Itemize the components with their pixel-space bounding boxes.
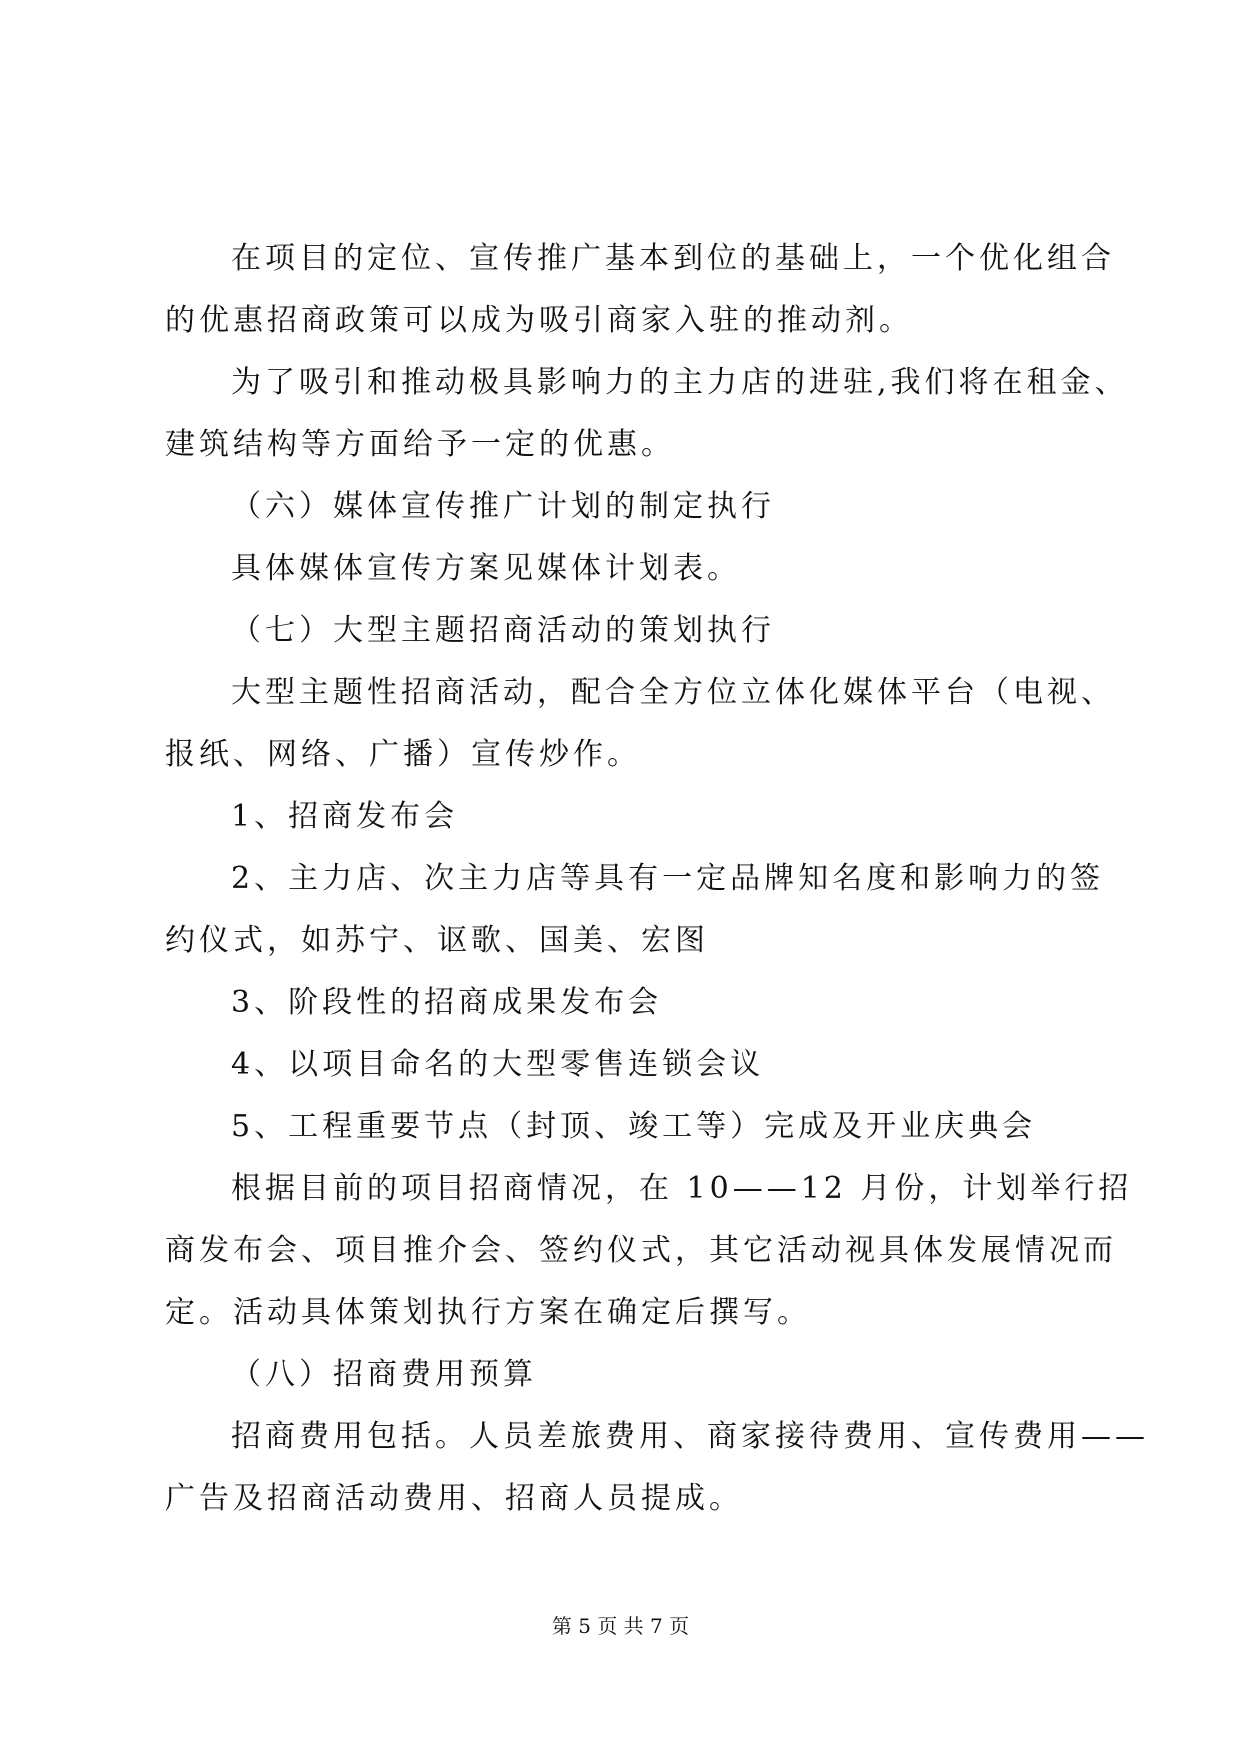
paragraph bbox=[165, 352, 1129, 476]
section-heading bbox=[165, 476, 1095, 538]
text-line: 大型主题性招商活动，配合全方位立体化媒体平台（电视、 bbox=[231, 675, 1115, 710]
section-heading bbox=[165, 1344, 1095, 1406]
text-line: 定。活动具体策划执行方案在确定后撰写。 bbox=[165, 1295, 811, 1330]
paragraph bbox=[165, 538, 1095, 600]
paragraph bbox=[165, 662, 1115, 786]
text-line: 的优惠招商政策可以成为吸引商家入驻的推动剂。 bbox=[165, 303, 913, 338]
text-line: （八）招商费用预算 bbox=[231, 1357, 537, 1392]
text-line: 招商费用包括。人员差旅费用、商家接待费用、宣传费用—— bbox=[231, 1419, 1149, 1454]
text-line: 具体媒体宣传方案见媒体计划表。 bbox=[231, 551, 741, 586]
text-line: 根据目前的项目招商情况，在 10——12 月份，计划举行招 bbox=[231, 1171, 1133, 1206]
page-footer bbox=[0, 1612, 1241, 1640]
text-line: 报纸、网络、广播）宣传炒作。 bbox=[165, 737, 641, 772]
text-line: 约仪式，如苏宁、讴歌、国美、宏图 bbox=[165, 923, 709, 958]
document-body bbox=[165, 228, 1149, 1530]
text-line: 1、招商发布会 bbox=[231, 799, 459, 834]
text-line: 4、以项目命名的大型零售连锁会议 bbox=[231, 1047, 765, 1082]
text-line: （七）大型主题招商活动的策划执行 bbox=[231, 613, 775, 648]
text-line: 为了吸引和推动极具影响力的主力店的进驻,我们将在租金、 bbox=[231, 365, 1129, 400]
text-line: 商发布会、项目推介会、签约仪式，其它活动视具体发展情况而 bbox=[165, 1233, 1117, 1268]
list-item bbox=[165, 848, 1105, 972]
section-heading bbox=[165, 600, 1095, 662]
text-line: 2、主力店、次主力店等具有一定品牌知名度和影响力的签 bbox=[231, 861, 1105, 896]
list-item bbox=[165, 1034, 1095, 1096]
text-line: 广告及招商活动费用、招商人员提成。 bbox=[165, 1481, 743, 1516]
text-line: 在项目的定位、宣传推广基本到位的基础上，一个优化组合 bbox=[231, 241, 1115, 276]
page-number-label: 第 5 页 共 7 页 bbox=[551, 1614, 690, 1638]
list-item bbox=[165, 1096, 1095, 1158]
paragraph bbox=[165, 228, 1115, 352]
text-line: （六）媒体宣传推广计划的制定执行 bbox=[231, 489, 775, 524]
paragraph bbox=[165, 1158, 1133, 1344]
paragraph bbox=[165, 1406, 1149, 1530]
list-item bbox=[165, 972, 1095, 1034]
text-line: 3、阶段性的招商成果发布会 bbox=[231, 985, 663, 1020]
text-line: 建筑结构等方面给予一定的优惠。 bbox=[165, 427, 675, 462]
list-item bbox=[165, 786, 1095, 848]
text-line: 5、工程重要节点（封顶、竣工等）完成及开业庆典会 bbox=[231, 1109, 1037, 1144]
